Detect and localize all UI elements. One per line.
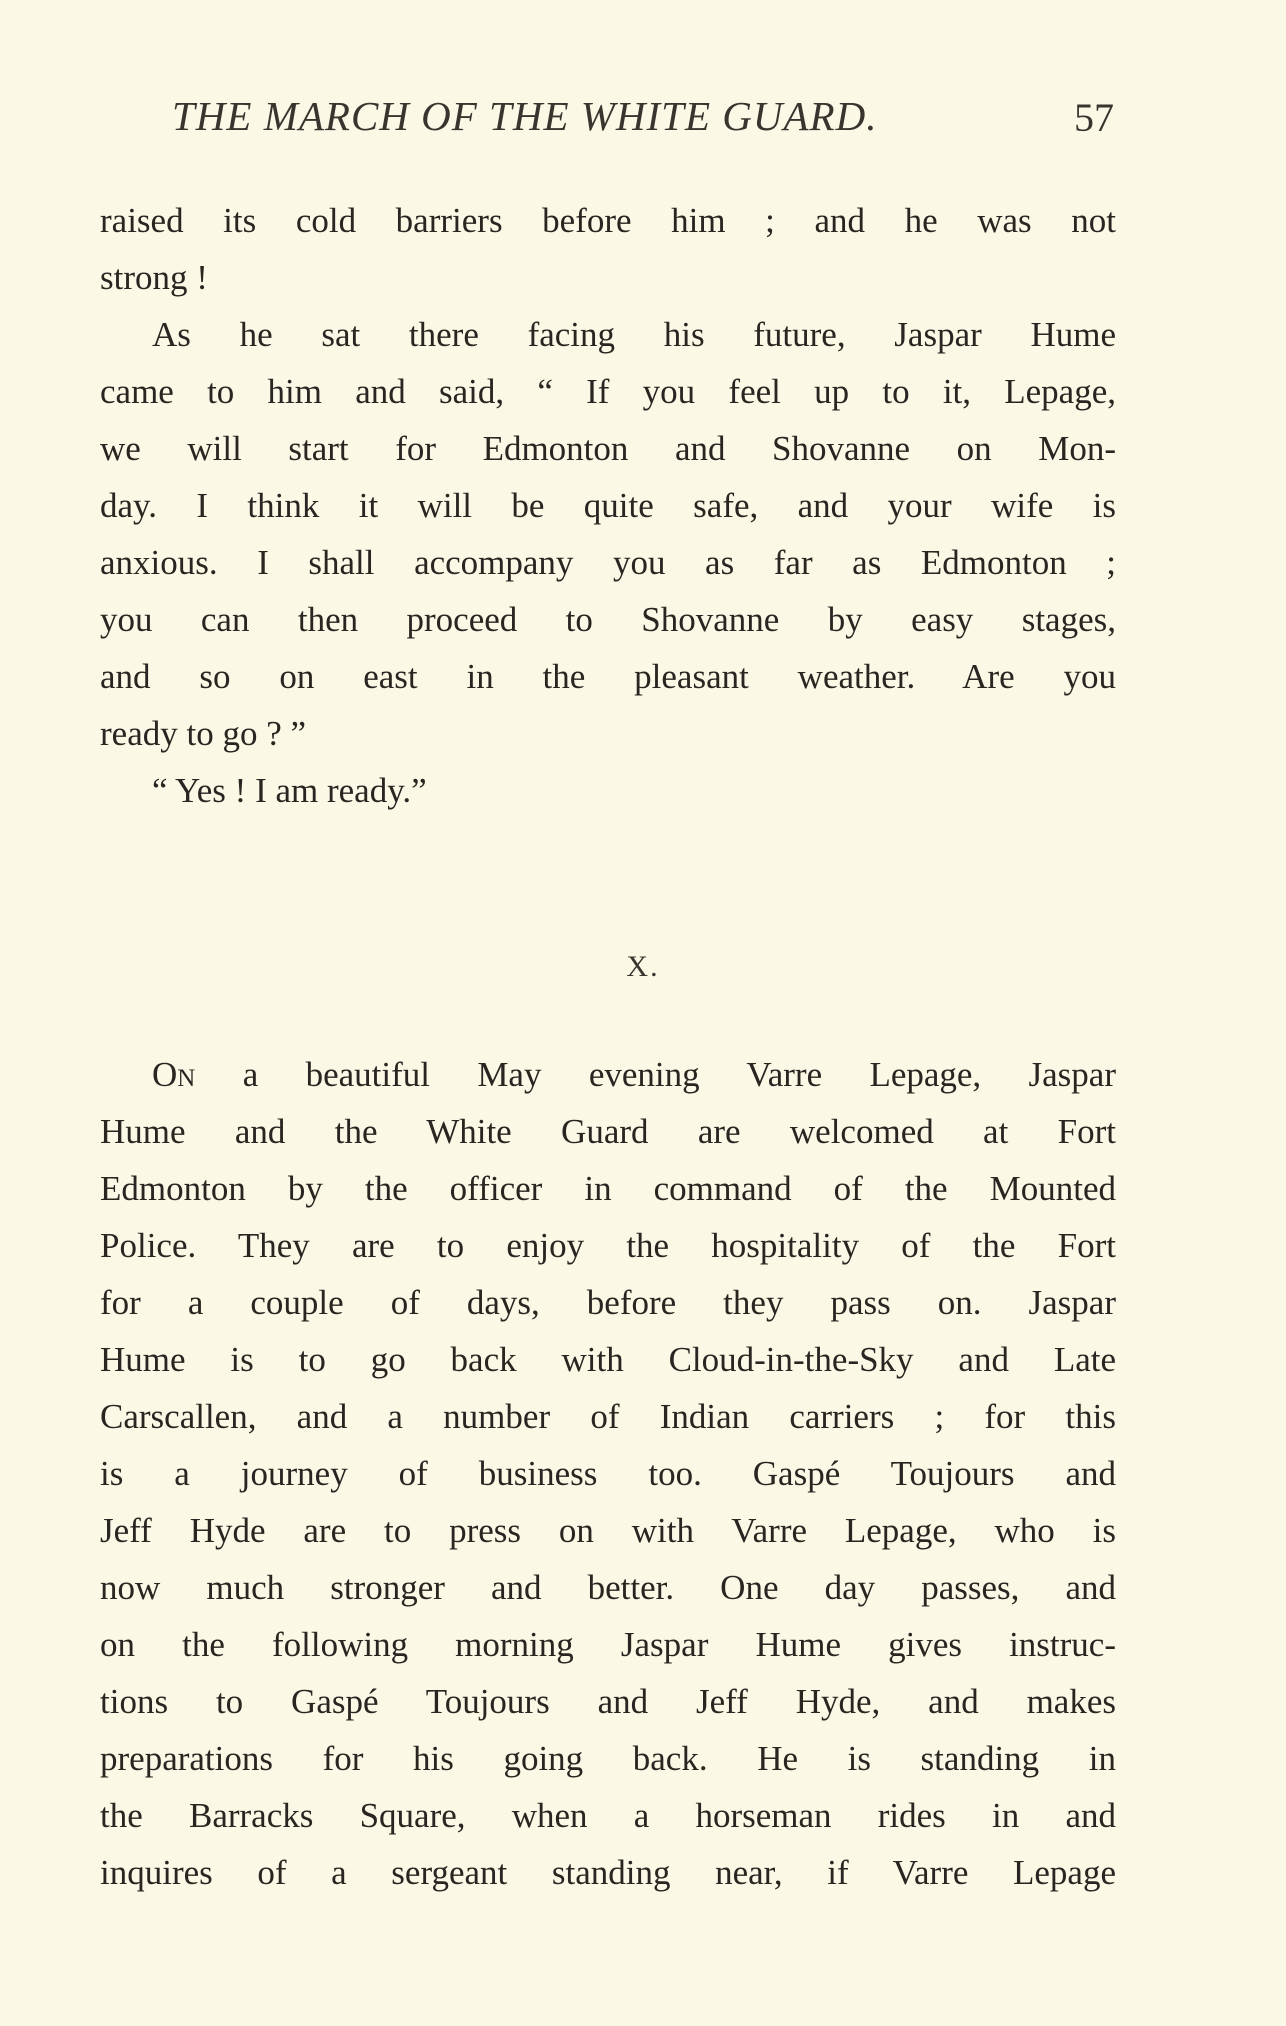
text-line: Edmonton by the officer in command of the Mounted bbox=[100, 1169, 1116, 1208]
section-heading: X. bbox=[626, 950, 660, 983]
page-number: 57 bbox=[1074, 95, 1114, 140]
text-line: we will start for Edmonton and Shovanne on Mon- bbox=[100, 429, 1116, 468]
text-line: strong ! bbox=[100, 258, 208, 297]
text-line: inquires of a sergeant standing near, if Varre Lepage bbox=[100, 1853, 1116, 1892]
text-line: Hume and the White Guard are welcomed at Fort bbox=[100, 1112, 1116, 1151]
text-line: Police. They are to enjoy the hospitality of the Fort bbox=[100, 1226, 1116, 1265]
text-line: and so on east in the pleasant weather. Are you bbox=[100, 657, 1116, 696]
text-line: ready to go ? ” bbox=[100, 714, 307, 753]
text-line: the Barracks Square, when a horseman rides in and bbox=[100, 1796, 1116, 1835]
first-line-rest: a beautiful May evening Varre Lepage, Jaspar bbox=[195, 1055, 1116, 1094]
lead-in-word: On bbox=[152, 1055, 196, 1094]
text-line: on the following morning Jaspar Hume gives instruc- bbox=[100, 1625, 1116, 1664]
text-line: raised its cold barriers before him ; and he was not bbox=[100, 201, 1116, 240]
text-line: preparations for his going back. He is standing in bbox=[100, 1739, 1116, 1778]
body-text-top bbox=[100, 192, 1116, 819]
text-line-first bbox=[100, 1046, 1116, 1103]
text-line: As he sat there facing his future, Jaspar Hume bbox=[152, 315, 1116, 354]
text-line: came to him and said, “ If you feel up to it, Lepage, bbox=[100, 372, 1116, 411]
text-line: Carscallen, and a number of Indian carriers ; for this bbox=[100, 1397, 1116, 1436]
text-line: Hume is to go back with Cloud-in-the-Sky and Late bbox=[100, 1340, 1116, 1379]
text-line: is a journey of business too. Gaspé Toujours and bbox=[100, 1454, 1116, 1493]
text-line: “ Yes ! I am ready.” bbox=[152, 771, 427, 810]
text-line: for a couple of days, before they pass on. Jaspar bbox=[100, 1283, 1116, 1322]
text-line: tions to Gaspé Toujours and Jeff Hyde, and makes bbox=[100, 1682, 1116, 1721]
running-title: THE MARCH OF THE WHITE GUARD. bbox=[172, 93, 878, 139]
text-line: now much stronger and better. One day passes, and bbox=[100, 1568, 1116, 1607]
text-line: Jeff Hyde are to press on with Varre Lepage, who is bbox=[100, 1511, 1116, 1550]
body-text-bottom bbox=[100, 1046, 1116, 1901]
text-line: day. I think it will be quite safe, and your wife is bbox=[100, 486, 1116, 525]
text-line: anxious. I shall accompany you as far as Edmonton ; bbox=[100, 543, 1116, 582]
running-head bbox=[100, 92, 1118, 152]
text-line: you can then proceed to Shovanne by easy stages, bbox=[100, 600, 1116, 639]
